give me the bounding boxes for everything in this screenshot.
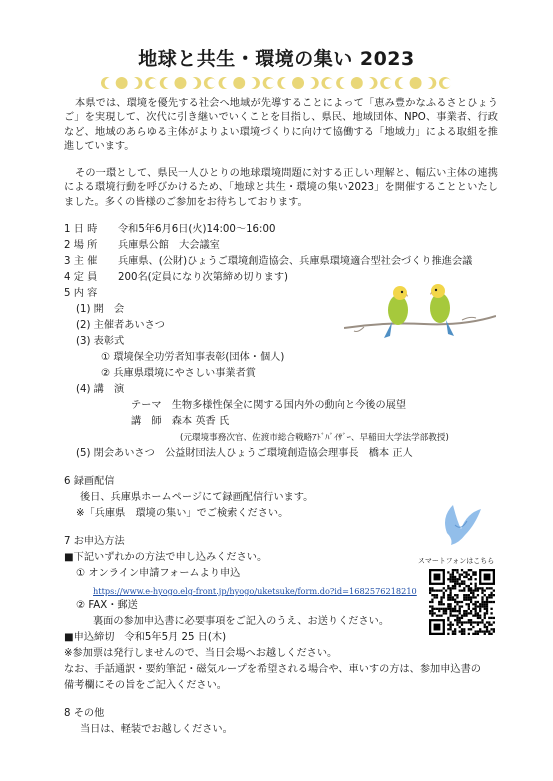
moon-phase-icon [263,77,276,89]
detail-venue-value: 兵庫県公館 大会議室 [118,240,220,251]
detail-organizer-label: 3 主 催 [64,256,98,267]
recording-heading: 6 録画配信 [64,476,115,487]
moon-phase-icon [422,77,437,89]
moon-phase-icon [101,77,116,89]
detail-datetime-label: 1 日 時 [64,224,98,235]
moon-phase-icon [174,77,186,89]
detail-capacity-value: 200名(定員になり次第締め切ります) [118,272,289,283]
moon-phase-icon [395,77,410,89]
apply-fax: ② FAX・郵送 [76,600,138,611]
apply-fax-note: 裏面の参加申込書に必要事項をご記入のうえ、お送りください。 [93,616,390,627]
parakeets-illustration-icon [344,280,496,342]
program-item-lecture: (4) 講 演 [76,384,125,395]
intro-paragraph-2: その一環として、県民一人ひとりの地球環境問題に対する正しい理解と、幅広い主体の連携による環境行動を呼びかけるため、「地球と共生・環境の集い2023」を開催することといたしました。多くの皆様のご参加をお待ちしております。 [64,168,498,208]
moon-phase-icon [321,77,334,89]
moon-phase-icon [304,77,319,89]
moon-phase-icon [233,77,245,89]
moon-phase-icon [410,77,422,89]
apply-online: ① オンライン申請フォームより申込 [76,568,241,579]
program-item-greeting: (2) 主催者あいさつ [76,320,165,331]
moon-phase-icon [336,77,351,89]
program-item-closing: (5) 閉会あいさつ 公益財団法人ひょうご環境創造協会理事長 橋本 正人 [76,448,413,459]
deadline-note-3: 備考欄にその旨をご記入ください。 [64,680,227,691]
deadline-line: ■申込締切 令和5年5月 25 日(木) [64,632,227,643]
deadline-note-2: なお、手話通訳・要約筆記・磁気ループを希望される場合や、車いすの方は、参加申込書の [64,664,481,675]
moon-phase-icon [380,77,393,89]
deadline-note-1: ※参加票は発行しませんので、当日会場へお越しください。 [64,648,338,659]
lecture-speaker-note: (元環境事務次官、佐渡市総合戦略ｱﾄﾞﾊﾞｲｻﾞｰ、早稲田大学法学部教授) [180,433,449,443]
program-item-awards: (3) 表彰式 [76,336,125,347]
award-item-1: ① 環境保全功労者知事表彰(団体・個人) [101,352,285,363]
qr-caption: スマートフォンはこちら [418,557,495,565]
moon-phase-icon [351,77,363,89]
other-heading: 8 その他 [64,708,105,719]
detail-capacity-label: 4 定 員 [64,272,98,283]
moon-phase-icon [439,77,452,89]
page-title: 地球と共生・環境の集い 2023 [138,48,415,70]
qr-code-icon[interactable] [429,569,495,635]
recording-line-1: 後日、兵庫県ホームページにて録画配信行います。 [80,492,314,503]
apply-subheading: ■下記いずれかの方法で申し込みください。 [64,552,268,563]
program-heading: 5 内 容 [64,288,98,299]
moon-phase-icon [128,77,143,89]
moon-phase-icon [116,77,128,89]
moon-phase-icon [219,77,234,89]
intro-paragraph-1: 本県では、環境を優先する社会へ地域が先導することによって「恵み豊かなふるさとひょうご」を実現して、次代に引き継いでいくことを目指し、県民、地域団体、NPO、事業者、行政など、地域のあらゆる主体がよりよい環境づくりに向けて協働する「地域力」による取組を推進しています。 [64,98,498,152]
lecture-theme: テーマ 生物多様性保全に関する国内外の動向と今後の展望 [131,400,407,411]
apply-heading: 7 お申込方法 [64,536,125,547]
dove-illustration-icon [437,503,485,547]
moon-phase-icon [363,77,378,89]
moon-decoration-row [100,76,452,90]
detail-venue-label: 2 場 所 [64,240,98,251]
detail-datetime-value: 令和5年6月6日(火)14:00～16:00 [118,224,276,235]
other-line-1: 当日は、軽装でお越しください。 [80,724,233,735]
moon-phase-icon [160,77,175,89]
apply-form-link[interactable]: https://www.e-hyogo.elg-front.jp/hyogo/uketsuke/form.do?id=1682576218210 [93,586,417,596]
moon-phase-icon [292,77,304,89]
moon-phase-icon [145,77,158,89]
award-item-2: ② 兵庫県環境にやさしい事業者賞 [101,368,256,379]
moon-phase-icon [245,77,260,89]
moon-phase-icon [204,77,217,89]
recording-line-2: ※「兵庫県 環境の集い」でご検索ください。 [76,508,289,519]
program-item-opening: (1) 開 会 [76,304,125,315]
detail-organizer-value: 兵庫県、(公財)ひょうご環境創造協会、兵庫県環境適合型社会づくり推進会議 [118,256,473,267]
lecture-speaker: 講 師 森本 英香 氏 [131,416,230,427]
moon-phase-icon [186,77,201,89]
moon-phase-icon [277,77,292,89]
